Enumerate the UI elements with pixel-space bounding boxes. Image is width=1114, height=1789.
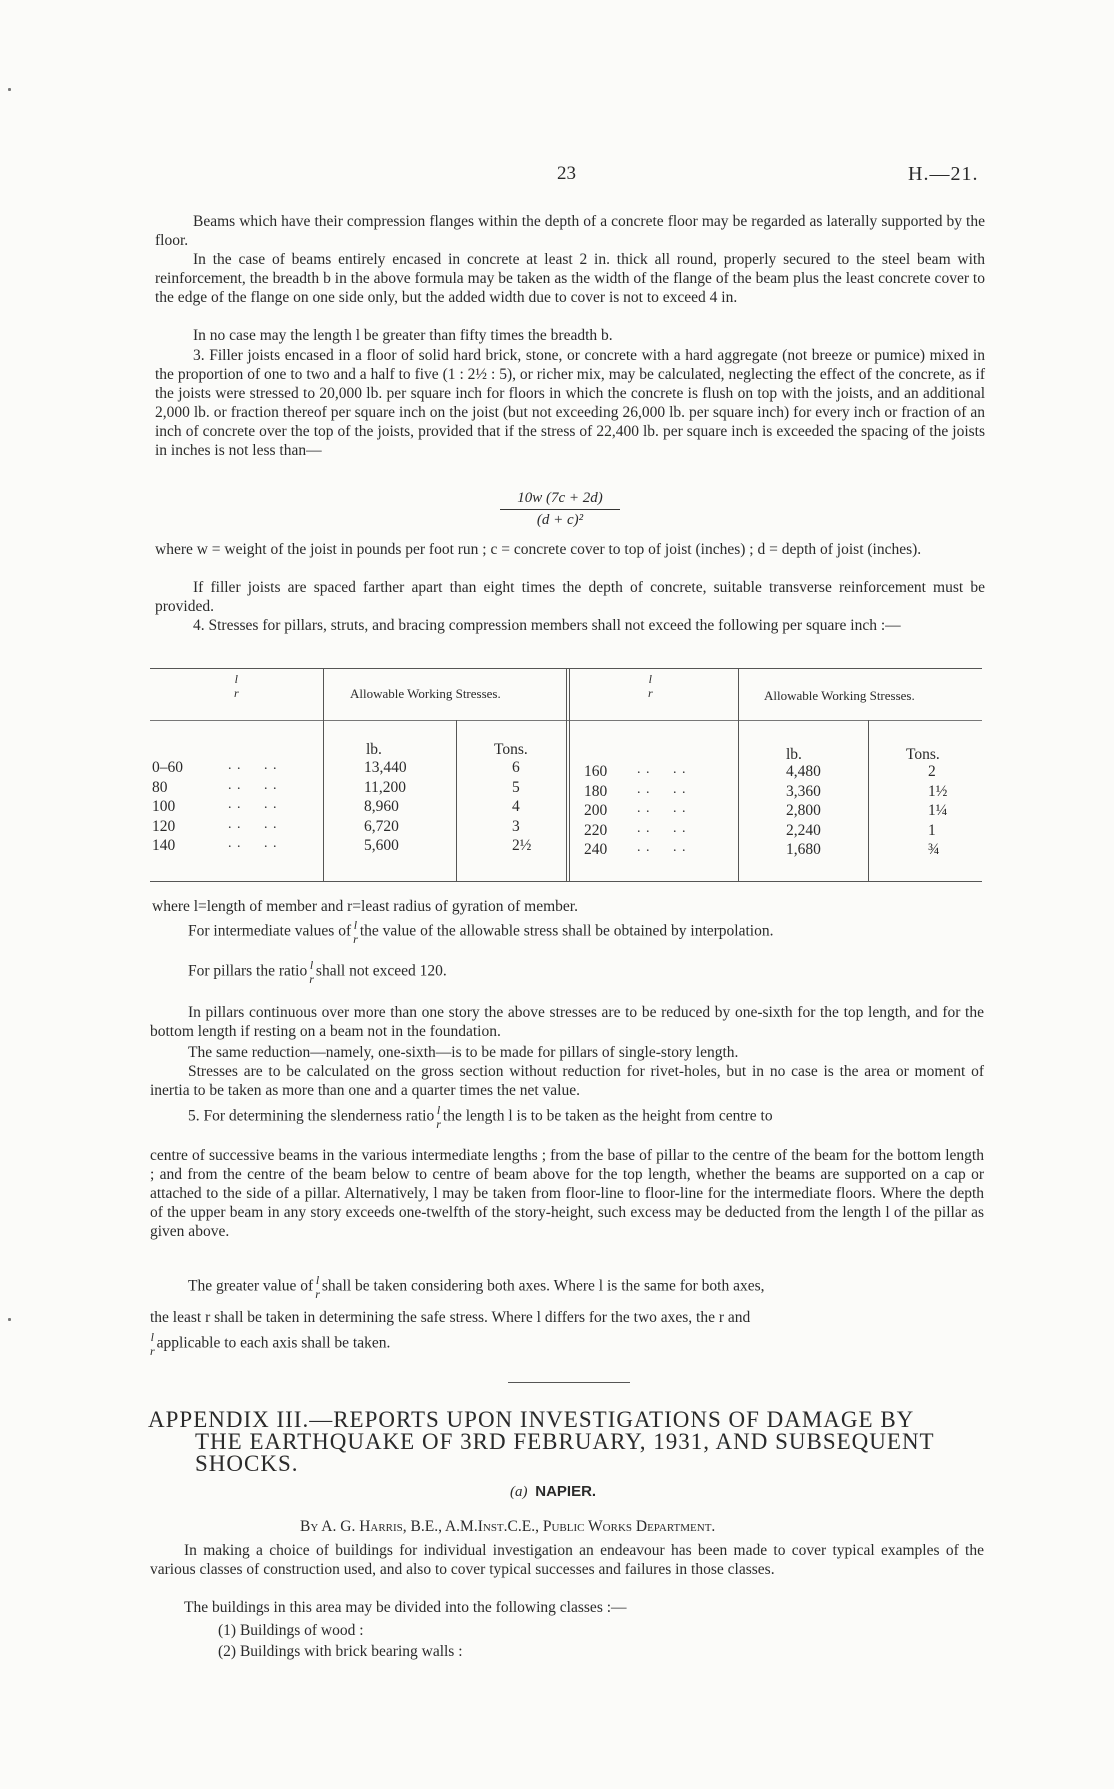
table-divider [868, 720, 869, 881]
lb-cell: 2,800 [786, 802, 821, 819]
tons-cell: 5 [512, 778, 520, 796]
unit-tons-right: Tons. [906, 746, 940, 763]
ratio-cell: 220 [584, 821, 608, 839]
paragraph-encased-beams: In the case of beams entirely encased in concrete at least 2 in. thick all round, properly secured to the steel beam with reinforcement, the breadth b in the above formula may be taken as the width of the flange of the beam plus the least concrete cover to the edge of the flange on one side only, but the added width due to cover is not to exceed 4 in. [155, 251, 985, 306]
text: For intermediate values of [188, 922, 352, 940]
text: For pillars the ratio [188, 962, 308, 980]
ratio-num: l [648, 672, 652, 686]
tons-cell: 3 [512, 817, 520, 835]
table-divider [566, 668, 567, 881]
table-bottom-rule [150, 881, 982, 882]
ratio-cell: 180 [584, 782, 608, 800]
tons-cell: 2½ [512, 837, 532, 854]
table-divider [569, 668, 570, 881]
paragraph-gross-section: Stresses are to be calculated on the gross section without reduction for rivet-holes, but in no case is the area or moment of inertia to be taken as more than one and a quarter times the net value. [150, 1063, 984, 1099]
allowable-header-right: Allowable Working Stresses. [764, 688, 915, 703]
allowable-header-left: Allowable Working Stresses. [350, 686, 501, 701]
ratio-den: r [150, 1344, 155, 1358]
ratio-cell: 140 [152, 837, 176, 854]
text: applicable to each axis shall be taken. [156, 1334, 391, 1352]
ratio-den: r [234, 686, 239, 700]
ratio-cell: 100 [152, 798, 176, 815]
tons-cell: 4 [512, 798, 520, 815]
lb-cell: 6,720 [364, 817, 399, 835]
tons-cell: ¾ [928, 841, 940, 858]
ratio-den: r [315, 1287, 320, 1301]
leader-dots: . . . . [228, 836, 278, 851]
margin-speck [8, 88, 11, 91]
paragraph-successive-beams: centre of successive beams in the various intermediate lengths ; from the base of pillar to the centre of the beam for the bottom length ; and from the centre of the beam below to centre of beam above for the top length, whether the beams are supported on a cap or attached to the side of a pillar. Alternatively, l may be taken from floor-line to floor-line for the intermediate floors. Where the depth of the upper beam in any story exceeds one-twelfth of the story-height, such excess may be deducted from the length l of the pillar as given above. [150, 1147, 984, 1240]
leader-dots: . . . . [637, 762, 687, 777]
ratio-den: r [309, 972, 314, 986]
ratio-num: l [436, 1103, 441, 1117]
page-number: 23 [557, 163, 576, 184]
paragraph-formula-definitions: where w = weight of the joist in pounds per foot run ; c = concrete cover to top of joist (inches) ; d = depth of joist (inches). [155, 541, 922, 558]
ratio-num: l [315, 1273, 320, 1287]
leader-dots: . . . . [637, 801, 687, 816]
paragraph-continuous-pillars: In pillars continuous over more than one story the above stresses are to be reduced by one-sixth for the top length, and for the bottom length if resting on a beam not in the foundation. [150, 1004, 984, 1040]
lb-cell: 11,200 [364, 778, 407, 796]
paragraph-beams-laterally-supported: Beams which have their compression flanges within the depth of a concrete floor may be regarded as laterally supported by the floor. [155, 213, 985, 249]
leader-dots: . . . . [228, 777, 278, 793]
tons-cell: 1¼ [928, 802, 948, 819]
appendix-subheading [510, 1483, 596, 1501]
appendix-title-line3: SHOCKS. [195, 1451, 299, 1476]
paragraph-interpolation [188, 918, 773, 946]
text: The greater value of [188, 1277, 314, 1295]
table-divider [456, 720, 457, 881]
ratio-den: r [353, 932, 358, 946]
paragraph-slenderness [188, 1103, 773, 1131]
margin-speck [8, 1318, 11, 1321]
ratio-header-left [232, 672, 241, 700]
appendix-title-line2: THE EARTHQUAKE OF 3RD FEBRUARY, 1931, AND SUBSEQUENT [195, 1429, 935, 1454]
leader-dots: . . . . [637, 820, 687, 836]
paragraph-pillar-ratio [188, 958, 447, 986]
ratio-cell: 200 [584, 802, 608, 819]
ratio-den: r [648, 686, 653, 700]
text: shall be taken considering both axes. Where l is the same for both axes, [321, 1277, 765, 1295]
list-item: (1) Buildings of wood : [218, 1622, 364, 1639]
section-divider [508, 1382, 630, 1383]
appendix-title-line1: APPENDIX III.—REPORTS UPON INVESTIGATIONS OF DAMAGE BY [148, 1407, 915, 1432]
document-code: H.—21. [908, 163, 979, 185]
lb-cell: 2,240 [786, 821, 821, 839]
text: 5. For determining the slenderness ratio [188, 1107, 435, 1125]
leader-dots: . . . . [228, 797, 278, 812]
byline: By A. G. Harris, B.E., A.M.Inst.C.E., Public Works Department. [300, 1518, 716, 1535]
ratio-num: l [353, 918, 358, 932]
lb-cell: 1,680 [786, 841, 821, 858]
tons-cell: 2 [928, 763, 936, 780]
lb-cell: 3,360 [786, 782, 821, 800]
text: shall not exceed 120. [315, 962, 447, 980]
paragraph-length-limit: In no case may the length l be greater than fifty times the breadth b. [193, 327, 613, 344]
leader-dots: . . . . [637, 840, 687, 855]
formula-denominator: (d + c)² [536, 512, 584, 528]
paragraph-least-r: the least r shall be taken in determining the safe stress. Where l differs for the two axes, the r and [150, 1309, 751, 1326]
paragraph-classes-intro: The buildings in this area may be divided into the following classes :— [184, 1599, 627, 1616]
ratio-cell: 80 [152, 778, 168, 796]
leader-dots: . . . . [228, 816, 278, 832]
text: the length l is to be taken as the height from centre to [442, 1107, 773, 1125]
paragraph-applicable [148, 1330, 390, 1358]
subheading-label: (a) [510, 1484, 528, 1500]
text: the value of the allowable stress shall be obtained by interpolation. [359, 922, 774, 940]
lb-cell: 5,600 [364, 837, 399, 854]
ratio-cell: 120 [152, 817, 176, 835]
paragraph-stresses-intro: 4. Stresses for pillars, struts, and bracing compression members shall not exceed the following per square inch :— [193, 617, 901, 634]
paragraph-same-reduction: The same reduction—namely, one-sixth—is to be made for pillars of single-story length. [188, 1044, 739, 1061]
unit-tons-left: Tons. [494, 741, 528, 758]
ratio-num: l [234, 672, 238, 686]
tons-cell: 1 [928, 821, 936, 839]
tons-cell: 1½ [928, 782, 948, 800]
ratio-cell: 160 [584, 763, 608, 780]
ratio-cell: 240 [584, 841, 608, 858]
paragraph-transverse-reinforcement: If filler joists are spaced farther apart than eight times the depth of concrete, suitable transverse reinforcement must be provided. [155, 579, 985, 615]
leader-dots: . . . . [637, 781, 687, 797]
leader-dots: . . . . [228, 758, 278, 773]
ratio-cell: 0–60 [152, 759, 183, 776]
ratio-den: r [436, 1117, 441, 1131]
formula [500, 490, 620, 529]
ratio-num: l [309, 958, 314, 972]
lb-cell: 13,440 [364, 759, 407, 776]
lb-cell: 4,480 [786, 763, 821, 780]
ratio-num: l [150, 1330, 154, 1344]
formula-numerator: 10w (7c + 2d) [500, 490, 620, 510]
table-divider [323, 668, 324, 881]
paragraph-choice-of-buildings: In making a choice of buildings for individual investigation an endeavour has been made to cover typical examples of the various classes of construction used, and also to cover typical successes and failures in those classes. [150, 1542, 984, 1578]
paragraph-greater-value [188, 1273, 765, 1301]
subheading-title: NAPIER. [535, 1483, 597, 1500]
list-item: (2) Buildings with brick bearing walls : [218, 1643, 463, 1660]
table-divider [738, 668, 739, 881]
unit-lb-left: lb. [366, 741, 382, 758]
ratio-header-right [646, 672, 655, 700]
unit-lb-right: lb. [786, 746, 802, 763]
tons-cell: 6 [512, 759, 520, 776]
lb-cell: 8,960 [364, 798, 399, 815]
paragraph-where-l: where l=length of member and r=least radius of gyration of member. [152, 898, 578, 915]
paragraph-filler-joists: 3. Filler joists encased in a floor of solid hard brick, stone, or concrete with a hard aggregate (not breeze or pumice) mixed in the proportion of one to two and a half to five (1 : 2½ : 5), or richer mix, may be calculated, neglecting the effect of the concrete, as if the joists were stressed to 20,000 lb. per square inch for floors in which the concrete is flush on top with the joists, and an additional 2,000 lb. or fraction thereof per square inch on the joist (but not exceeding 26,000 lb. per square inch) for every inch or fraction of an inch of concrete over the top of the joists, provided that if the stress of 22,400 lb. per square inch is exceeded the spacing of the joists in inches is not less than— [155, 347, 985, 459]
